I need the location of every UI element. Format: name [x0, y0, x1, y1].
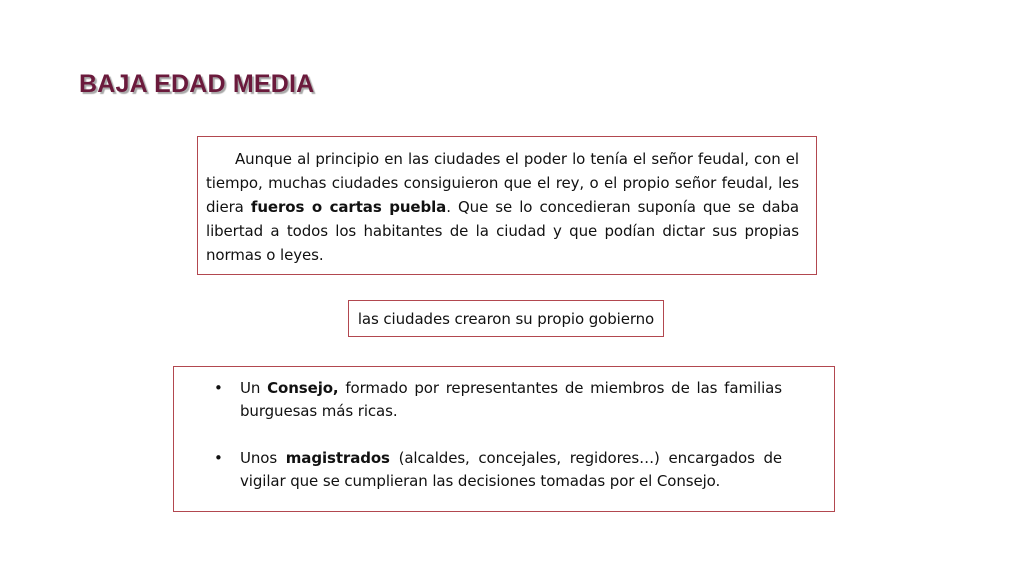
- bullet-icon: •: [214, 379, 223, 397]
- list-item-prefix: Un: [240, 379, 268, 397]
- list-item-bold-term: magistrados: [285, 449, 390, 467]
- intro-textbox: [197, 136, 817, 275]
- list-item-bold-term: Consejo,: [267, 379, 339, 397]
- list-item-prefix: Unos: [240, 449, 286, 467]
- list-item-suffix: (alcaldes, concejales, regidores…) encargados de vigilar que se cumplieran las decisiones tomadas por el Consejo.: [240, 449, 783, 490]
- intro-paragraph: [206, 147, 799, 267]
- intro-bold-term: fueros o cartas puebla: [250, 198, 447, 216]
- list-item-consejo: [214, 377, 782, 423]
- slide-title: BAJA EDAD MEDIA: [79, 70, 315, 98]
- intro-text-part-2: . Que se lo concedieran suponía que se daba libertad a todos los habitantes de la ciudad y que podían dictar sus propias normas o leyes.: [206, 198, 799, 264]
- government-bodies-textbox: [173, 366, 835, 512]
- intro-text-part-1: Aunque al principio en las ciudades el poder lo tenía el señor feudal, con el tiempo, muchas ciudades consiguieron que el rey, o el propio señor feudal, les diera: [206, 150, 799, 216]
- list-item-text: [240, 377, 782, 423]
- bullet-list: [214, 377, 782, 493]
- list-item-suffix: formado por representantes de miembros de las familias burguesas más ricas.: [240, 379, 782, 420]
- government-textbox: [348, 300, 664, 337]
- bullet-icon: •: [214, 449, 223, 467]
- list-item-magistrados: [214, 447, 782, 493]
- list-item-text: [240, 447, 782, 493]
- government-text: las ciudades crearon su propio gobierno: [357, 309, 655, 328]
